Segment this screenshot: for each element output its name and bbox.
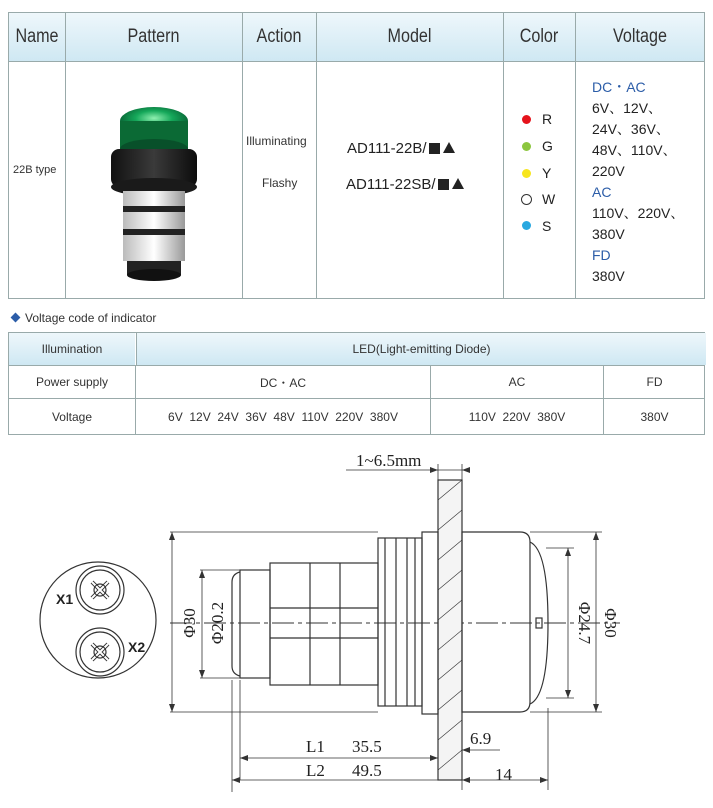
- dimension-drawing: [0, 440, 713, 808]
- screw-x1-icon: [92, 582, 108, 598]
- rear-view-outline: [40, 562, 156, 678]
- color-dot-green: [522, 142, 531, 151]
- voltage-label: Voltage: [9, 399, 136, 434]
- color-dot-yellow: [522, 169, 531, 178]
- l1-label: L1: [306, 737, 325, 756]
- l1-value: 35.5: [352, 737, 382, 756]
- section-title: Voltage code of indicator: [12, 311, 156, 325]
- dim-6-9: 6.9: [470, 729, 492, 748]
- illumination-value: LED(Light-emitting Diode): [136, 333, 706, 365]
- header-color: Color: [519, 26, 559, 47]
- label-x2: X2: [128, 639, 146, 655]
- header-model: Model: [387, 26, 432, 47]
- color-letter-r: R: [542, 111, 553, 127]
- dim-phi24: Φ24.7: [575, 601, 594, 645]
- screw-x2-icon: [92, 644, 108, 660]
- color-dot-sky: [522, 221, 531, 230]
- color-letter-s: S: [542, 218, 552, 234]
- power-fd: FD: [646, 375, 663, 389]
- dim-phi30-right: Φ30: [601, 608, 620, 638]
- color-dot-white: [521, 194, 532, 205]
- indicator-lamp-image: [99, 71, 209, 296]
- dim-14: 14: [495, 765, 512, 784]
- label-x1: X1: [56, 591, 74, 607]
- color-letter-g: G: [542, 138, 553, 154]
- illumination-label: Illumination: [9, 333, 135, 365]
- voltage-list: DC・AC 6V、12V、 24V、36V、 48V、110V、 220V AC 110V、220V、 380V FD 380V: [592, 79, 685, 284]
- model-22sb: AD111-22SB/: [346, 176, 464, 193]
- action-illuminating: Illuminating: [246, 134, 307, 148]
- color-dot-red: [522, 115, 531, 124]
- power-dcac: DC・AC: [136, 366, 431, 398]
- model-22b: AD111-22B/: [347, 140, 455, 157]
- dim-phi30-left: Φ30: [180, 608, 199, 638]
- l2-label: L2: [306, 761, 325, 780]
- action-flashy: Flashy: [262, 176, 298, 190]
- dim-phi20: Φ20.2: [208, 601, 227, 645]
- color-letter-y: Y: [542, 165, 552, 181]
- spec-table: [8, 12, 705, 299]
- voltage-code-table: [8, 332, 705, 435]
- color-letter-w: W: [542, 191, 556, 207]
- header-pattern: Pattern: [127, 26, 180, 47]
- voltage-ac-values: 110V 220V 380V: [431, 399, 604, 434]
- diamond-bullet-icon: [11, 313, 21, 323]
- l2-value: 49.5: [352, 761, 382, 780]
- power-label: Power supply: [9, 366, 136, 398]
- voltage-fd-value: 380V: [640, 409, 669, 424]
- header-action: Action: [256, 26, 302, 47]
- power-ac: AC: [431, 366, 604, 398]
- voltage-dcac-values: 6V 12V 24V 36V 48V 110V 220V 380V: [136, 399, 431, 434]
- panel-thickness-label: 1~6.5mm: [356, 451, 422, 470]
- header-voltage: Voltage: [613, 26, 667, 47]
- header-name: Name: [15, 26, 59, 47]
- row-name: 22B type: [13, 164, 57, 176]
